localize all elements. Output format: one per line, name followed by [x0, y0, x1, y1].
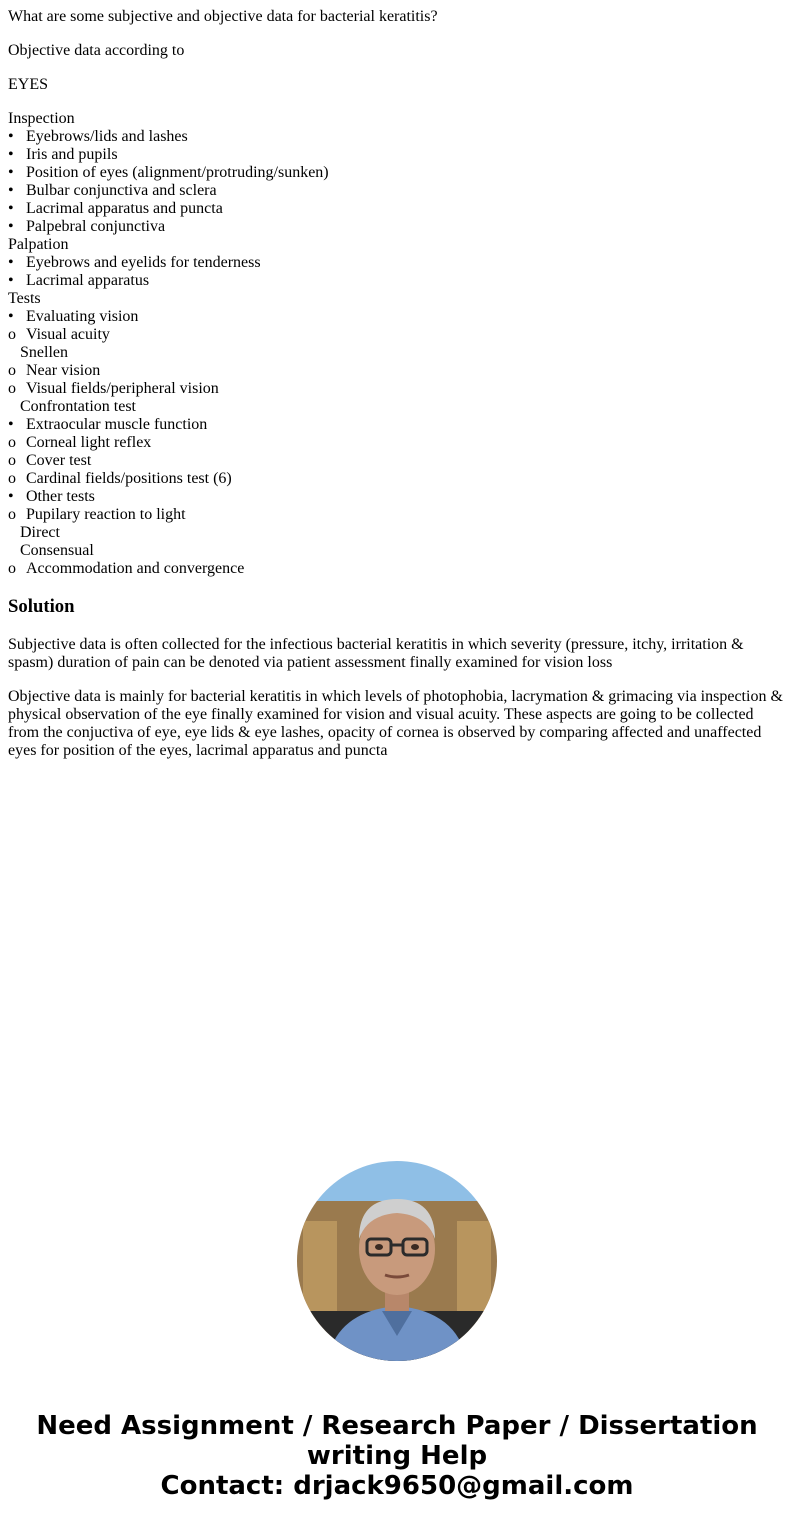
- circle-bullet-icon: o: [8, 452, 16, 469]
- document-body: [0, 8, 794, 760]
- section-title: EYES: [8, 76, 48, 93]
- outline-item: [8, 128, 786, 146]
- outline-item-text: Visual acuity: [26, 326, 110, 343]
- outline-item: [8, 380, 786, 398]
- outline-item: [8, 218, 786, 236]
- outline-item: [8, 308, 786, 326]
- bullet-icon: •: [8, 272, 14, 289]
- outline-item-text: Lacrimal apparatus and puncta: [26, 200, 223, 217]
- outline-item-text: Pupilary reaction to light: [26, 506, 186, 523]
- outline-item: [8, 272, 786, 290]
- outline-item-text: Confrontation test: [20, 398, 136, 415]
- outline-item: [8, 344, 786, 362]
- bullet-icon: •: [8, 164, 14, 181]
- outline-item: [8, 524, 786, 542]
- outline-item: [8, 110, 786, 128]
- author-avatar: [297, 1161, 497, 1361]
- bullet-icon: •: [8, 128, 14, 145]
- outline-item: [8, 452, 786, 470]
- author-photo-icon: [297, 1161, 497, 1361]
- outline-item: [8, 398, 786, 416]
- circle-bullet-icon: o: [8, 470, 16, 487]
- outline-item-text: Corneal light reflex: [26, 434, 152, 451]
- bullet-icon: •: [8, 254, 14, 271]
- outline-item-text: Consensual: [20, 542, 94, 559]
- outline-item-text: Evaluating vision: [26, 308, 139, 325]
- bullet-icon: •: [8, 488, 14, 505]
- outline-item: [8, 434, 786, 452]
- outline-item: [8, 236, 786, 254]
- outline-item: [8, 146, 786, 164]
- eye-exam-outline: [8, 110, 786, 578]
- outline-item: [8, 164, 786, 182]
- circle-bullet-icon: o: [8, 380, 16, 397]
- outline-item-text: Position of eyes (alignment/protruding/sunken): [26, 164, 329, 181]
- bullet-icon: •: [8, 416, 14, 433]
- outline-item-text: Lacrimal apparatus: [26, 272, 150, 289]
- outline-item-text: Tests: [8, 290, 41, 307]
- intro-text: Objective data according to: [8, 42, 185, 59]
- bullet-icon: •: [8, 182, 14, 199]
- promo-line-contact: Contact: drjack9650@gmail.com: [160, 1471, 634, 1501]
- circle-bullet-icon: o: [8, 560, 16, 577]
- bullet-icon: •: [8, 146, 14, 163]
- bullet-icon: •: [8, 200, 14, 217]
- outline-item-text: Near vision: [26, 362, 101, 379]
- outline-item-text: Bulbar conjunctiva and sclera: [26, 182, 217, 199]
- outline-item: [8, 254, 786, 272]
- outline-item-text: Eyebrows/lids and lashes: [26, 128, 188, 145]
- outline-item: [8, 182, 786, 200]
- circle-bullet-icon: o: [8, 506, 16, 523]
- bullet-icon: •: [8, 218, 14, 235]
- outline-item-text: Snellen: [20, 344, 68, 361]
- outline-item-text: Extraocular muscle function: [26, 416, 208, 433]
- outline-item: [8, 506, 786, 524]
- outline-item: [8, 416, 786, 434]
- outline-item: [8, 488, 786, 506]
- outline-item-text: Eyebrows and eyelids for tenderness: [26, 254, 261, 271]
- outline-item: [8, 200, 786, 218]
- answer-paragraph-subjective: Subjective data is often collected for the infectious bacterial keratitis in which severity (pressure, itchy, irritation & spasm) duration of pain can be denoted via patient assessment finally examined for vision loss: [8, 636, 744, 671]
- outline-item-text: Cover test: [26, 452, 92, 469]
- bullet-icon: •: [8, 308, 14, 325]
- outline-item: [8, 560, 786, 578]
- outline-item: [8, 470, 786, 488]
- circle-bullet-icon: o: [8, 326, 16, 343]
- outline-item: [8, 542, 786, 560]
- outline-item-text: Palpation: [8, 236, 69, 253]
- promo-banner: [0, 1411, 794, 1501]
- outline-item-text: Accommodation and convergence: [26, 560, 245, 577]
- solution-heading: Solution: [8, 596, 75, 617]
- outline-item-text: Visual fields/peripheral vision: [26, 380, 219, 397]
- promo-line-help: Need Assignment / Research Paper / Dissertation writing Help: [36, 1411, 758, 1471]
- outline-item: [8, 362, 786, 380]
- outline-item-text: Direct: [20, 524, 60, 541]
- outline-item-text: Cardinal fields/positions test (6): [26, 470, 232, 487]
- answer-paragraph-objective: Objective data is mainly for bacterial keratitis in which levels of photophobia, lacrymation & grimacing via inspection & physical observation of the eye finally examined for vision and visual acuity. These aspects are going to be collected from the conjuctiva of eye, eye lids & eye lashes, opacity of cornea is observed by comparing affected and unaffected eyes for position of the eyes, lacrimal apparatus and puncta: [8, 688, 783, 759]
- outline-item-text: Other tests: [26, 488, 95, 505]
- outline-item: [8, 326, 786, 344]
- outline-item-text: Iris and pupils: [26, 146, 118, 163]
- question-text: What are some subjective and objective data for bacterial keratitis?: [8, 8, 438, 25]
- circle-bullet-icon: o: [8, 362, 16, 379]
- outline-item: [8, 290, 786, 308]
- outline-item-text: Inspection: [8, 110, 75, 127]
- outline-item-text: Palpebral conjunctiva: [26, 218, 166, 235]
- circle-bullet-icon: o: [8, 434, 16, 451]
